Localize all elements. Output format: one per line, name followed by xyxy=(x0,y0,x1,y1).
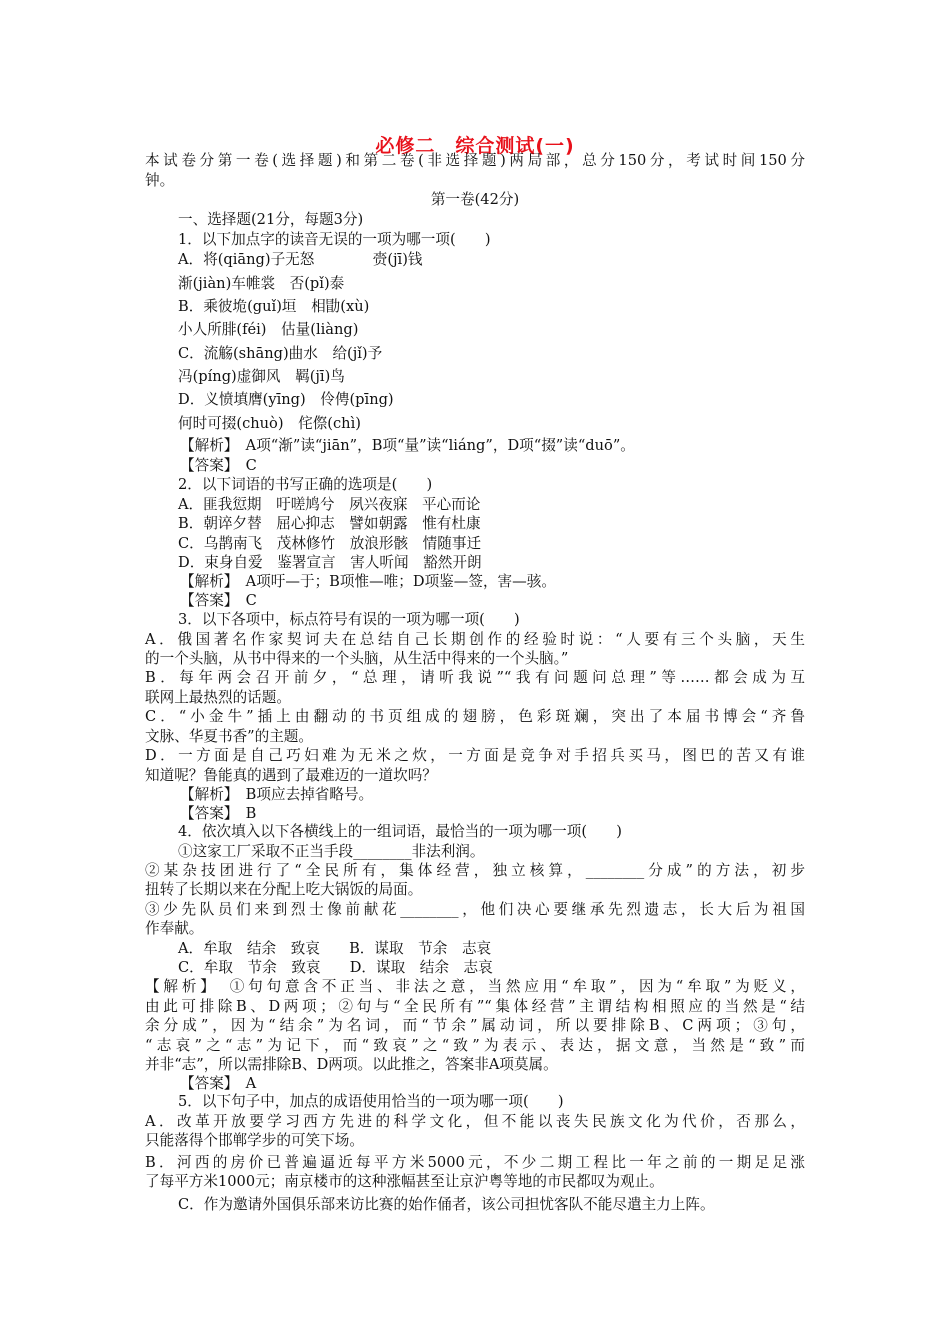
analysis-line: 【解析】 A项“渐”读“jiān”，B项“量”读“liáng”，D项“掇”读“duō”。 xyxy=(180,437,635,454)
option-line: 了每平方米1000元；南京楼市的这种涨幅甚至让京沪粤等地的市民都叹为观止。 xyxy=(145,1173,664,1190)
option-line: B．乘彼垝(guǐ)垣 相勖(xù) xyxy=(178,298,370,315)
answer-line: 【答案】 C xyxy=(180,457,257,474)
option-line: 渐(jiàn)车帷裳 否(pǐ)泰 xyxy=(178,275,345,292)
option-line: A．改革开放要学习西方先进的科学文化，但不能以丧失民族文化为代价，否那么， xyxy=(145,1113,805,1130)
sentence-line: 扭转了长期以来在分配上吃大锅饭的局面。 xyxy=(145,881,423,898)
option-line: 小人所腓(féi) 估量(liàng) xyxy=(178,321,359,338)
section-heading: 一、选择题(21分，每题3分) xyxy=(178,211,364,228)
option-line: D．束身自爱 鉴署宣言 害人听闻 豁然开朗 xyxy=(178,554,482,571)
option-line: 冯(píng)虚御风 羁(jī)鸟 xyxy=(178,368,345,385)
option-line: A．牟取 结余 致哀 B．谋取 节余 志哀 xyxy=(178,940,492,957)
sentence-line: 作奉献。 xyxy=(145,920,204,937)
option-line: 只能落得个邯郸学步的可笑下场。 xyxy=(145,1132,364,1149)
question-stem: 1．以下加点字的读音无误的一项为哪一项( ) xyxy=(178,231,491,248)
question-stem: 2．以下词语的书写正确的选项是( ) xyxy=(178,476,433,493)
option-line: C．牟取 节余 致哀 D．谋取 结余 志哀 xyxy=(178,959,493,976)
option-line: B．河西的房价已普遍逼近每平方米5000元，不少二期工程比一年之前的一期足足涨 xyxy=(145,1154,805,1171)
answer-line: 【答案】 A xyxy=(180,1075,257,1092)
option-line: A．将(qiāng)子无怒 赍(jī)钱 xyxy=(178,251,423,268)
option-line: 知道呢？鲁能真的遇到了最难迈的一道坎吗？ xyxy=(145,767,437,784)
analysis-line: 由此可排除B、D两项；②句与“全民所有”“集体经营”主谓结构相照应的当然是“结 xyxy=(145,998,805,1015)
sentence-line: ②某杂技团进行了“全民所有，集体经营，独立核算，________分成”的方法，初步 xyxy=(145,862,805,879)
option-line: B．每年两会召开前夕，“总理，请听我说”“我有问题问总理”等……都会成为互 xyxy=(145,669,805,686)
option-line: A．俄国著名作家契诃夫在总结自己长期创作的经验时说：“人要有三个头脑，天生 xyxy=(145,631,805,648)
part-heading: 第一卷(42分) xyxy=(430,191,520,208)
analysis-line: “志哀”之“志”为记下，而“致哀”之“致”为表示、表达，据文意，当然是“致”而 xyxy=(145,1037,805,1054)
option-line: 何时可掇(chuò) 侘傺(chì) xyxy=(178,415,361,432)
analysis-line: 【解析】 A项吁—于；B项惟—唯；D项鉴—签，害—骇。 xyxy=(180,573,556,590)
option-line: C．乌鹊南飞 茂林修竹 放浪形骸 情随事迁 xyxy=(178,535,482,552)
option-line: 联网上最热烈的话题。 xyxy=(145,689,291,706)
page-title: 必修二 综合测试(一) xyxy=(375,135,575,157)
sentence-line: ③少先队员们来到烈士像前献花________，他们决心要继承先烈遗志，长大后为祖国 xyxy=(145,901,805,918)
option-line: D．一方面是自己巧妇难为无米之炊，一方面是竞争对手招兵买马，图巴的苦又有谁 xyxy=(145,747,805,764)
sentence-line: ①这家工厂采取不正当手段________非法利润。 xyxy=(178,843,485,860)
question-stem: 5．以下句子中，加点的成语使用恰当的一项为哪一项( ) xyxy=(178,1093,564,1110)
question-stem: 4．依次填入以下各横线上的一组词语，最恰当的一项为哪一项( ) xyxy=(178,823,622,840)
option-line: C．“小金牛”插上由翻动的书页组成的翅膀，色彩斑斓，突出了本届书博会“齐鲁 xyxy=(145,708,805,725)
answer-line: 【答案】 B xyxy=(180,805,257,822)
option-line: A．匪我愆期 吁嗟鸠兮 夙兴夜寐 平心而论 xyxy=(178,496,481,513)
answer-line: 【答案】 C xyxy=(180,592,257,609)
intro-line: 本试卷分第一卷(选择题)和第二卷(非选择题)两局部，总分150分，考试时间150分 xyxy=(145,152,805,169)
option-line: 的一个头脑，从书中得来的一个头脑，从生活中得来的一个头脑。” xyxy=(145,650,569,667)
analysis-line: 【解析】 B项应去掉省略号。 xyxy=(180,786,374,803)
option-line: C．流觞(shāng)曲水 给(jǐ)予 xyxy=(178,345,383,362)
option-line: 文脉、华夏书香”的主题。 xyxy=(145,728,313,745)
option-line: D．义愤填膺(yīng) 伶俜(pīng) xyxy=(178,391,394,408)
option-line: C．作为邀请外国俱乐部来访比赛的始作俑者，该公司担忧客队不能尽遣主力上阵。 xyxy=(178,1196,715,1213)
question-stem: 3．以下各项中，标点符号有误的一项为哪一项( ) xyxy=(178,611,520,628)
analysis-line: 余分成”，因为“结余”为名词，而“节余”属动词，所以要排除B、C两项；③句， xyxy=(145,1017,805,1034)
analysis-line: 并非“志”，所以需排除B、D两项。以此推之，答案非A项莫属。 xyxy=(145,1056,558,1073)
analysis-line: 【解析】 ①句句意含不正当、非法之意，当然应用“牟取”，因为“牟取”为贬义， xyxy=(145,978,805,995)
option-line: B．朝谇夕替 屈心抑志 譬如朝露 惟有杜康 xyxy=(178,515,481,532)
intro-line: 钟。 xyxy=(145,172,175,189)
